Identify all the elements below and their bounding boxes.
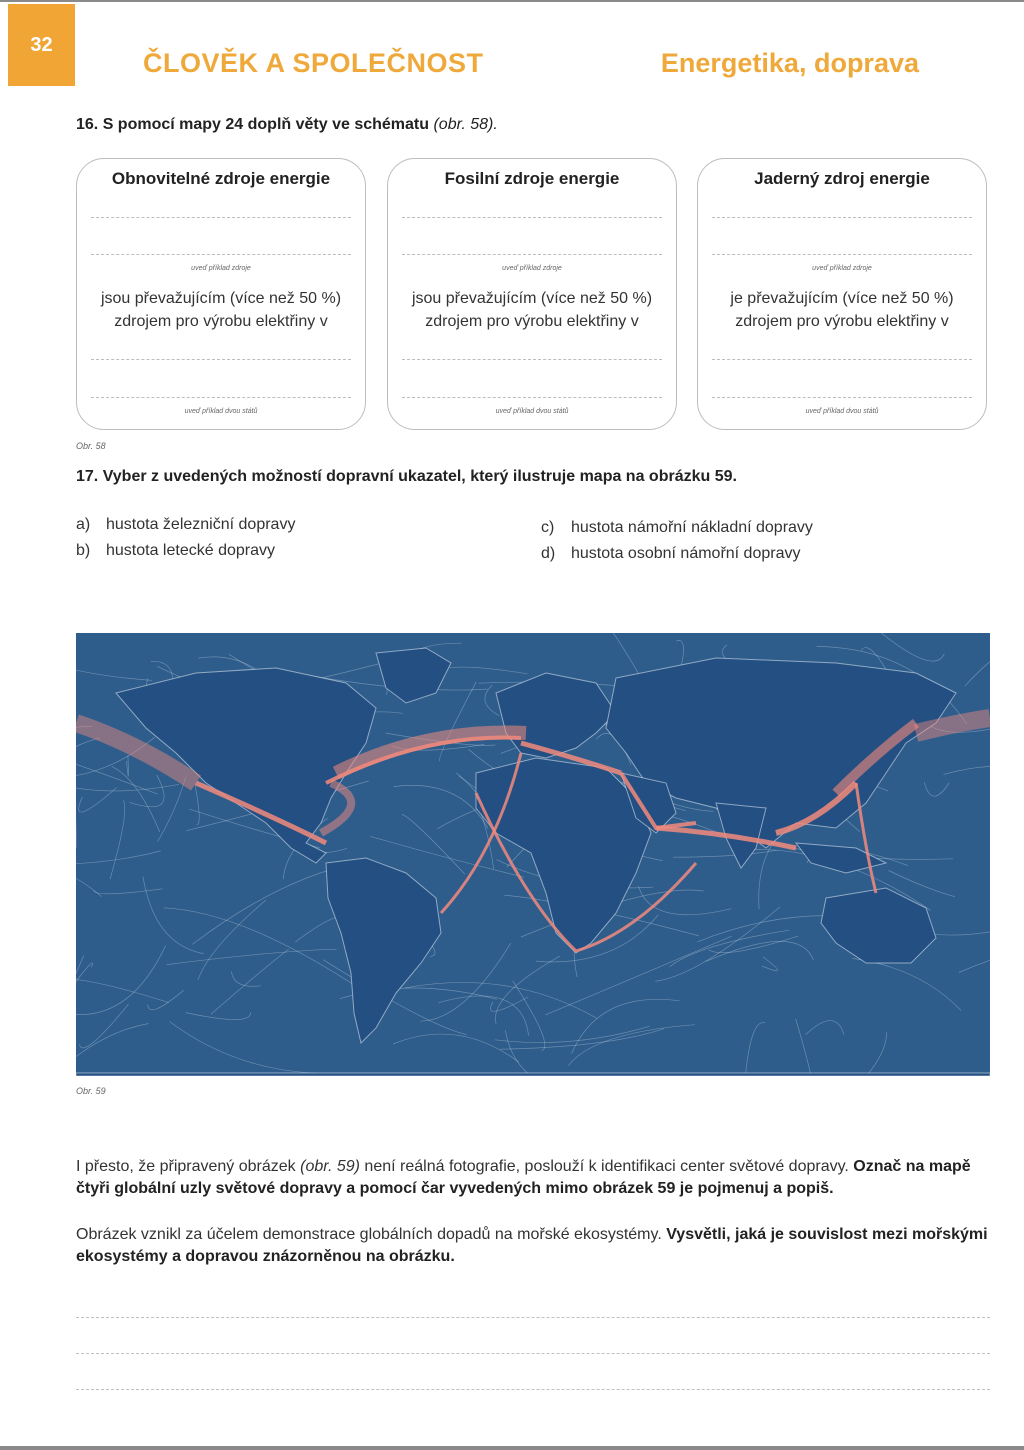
box-hint-top: uveď příklad zdroje <box>502 265 562 272</box>
answer-line[interactable] <box>76 1317 990 1318</box>
subchapter-title: Energetika, doprava <box>660 48 919 78</box>
para1-bold: Označ na mapě čtyři globální uzly světové dopravy a pomocí čar vyvedených mimo obrázek 59 je pojmenuj a popiš. <box>76 1158 971 1197</box>
scheme-box-nuclear <box>697 158 987 430</box>
answer-line[interactable] <box>712 359 972 360</box>
option-b[interactable] <box>76 542 275 560</box>
chapter-title: ČLOVĚK A SPOLEČNOST <box>143 48 484 78</box>
answer-line[interactable] <box>402 397 662 398</box>
box-text-line1: je převažujícím (více než 50 %) <box>730 290 954 307</box>
scheme-box-renewable <box>76 158 366 430</box>
scheme-box-fossil <box>387 158 677 430</box>
answer-line[interactable] <box>91 217 351 218</box>
box-text <box>704 287 980 333</box>
answer-line[interactable] <box>76 1353 990 1354</box>
option-text: hustota námořní nákladní dopravy <box>571 519 813 536</box>
para1-text-2: není reálná fotografie, poslouží k identifikaci center světové dopravy. <box>359 1158 854 1175</box>
option-d[interactable] <box>541 545 800 563</box>
para1-ref: (obr. 59) <box>300 1158 360 1175</box>
box-hint-top: uveď příklad zdroje <box>191 265 251 272</box>
option-c[interactable] <box>541 519 813 537</box>
page-frame-top <box>0 0 1024 2</box>
option-letter: a) <box>76 516 91 533</box>
box-text-line2: zdrojem pro výrobu elektřiny v <box>114 313 328 330</box>
para2-bold: Vysvětli, jaká je souvislost mezi mořskými ekosystémy a dopravou znázorněnou na obrázku. <box>76 1226 988 1265</box>
answer-line[interactable] <box>76 1389 990 1390</box>
page-number: 32 <box>8 4 75 86</box>
instruction-paragraph-2 <box>76 1224 990 1268</box>
box-text-line1: jsou převažujícím (více než 50 %) <box>100 290 342 307</box>
option-letter: c) <box>541 519 555 536</box>
world-map-svg <box>76 633 990 1076</box>
task-16-text: 16. S pomocí mapy 24 doplň věty ve schématu <box>76 116 430 133</box>
page-frame-bottom <box>0 1446 1024 1450</box>
box-hint-bottom: uveď příklad dvou států <box>805 408 879 415</box>
box-hint-bottom: uveď příklad dvou států <box>495 408 569 415</box>
answer-line[interactable] <box>91 397 351 398</box>
figure-59-caption: Obr. 59 <box>76 1086 106 1096</box>
answer-line[interactable] <box>712 397 972 398</box>
task-16-ref: (obr. 58). <box>433 116 498 133</box>
answer-line[interactable] <box>712 217 972 218</box>
box-text <box>394 287 670 333</box>
answer-line[interactable] <box>402 217 662 218</box>
box-title: Fosilní zdroje energie <box>444 169 620 188</box>
option-letter: b) <box>76 542 91 559</box>
task-16-title <box>76 116 498 134</box>
shipping-routes-map <box>76 633 990 1076</box>
option-text: hustota železniční dopravy <box>106 516 296 533</box>
answer-line[interactable] <box>91 254 351 255</box>
antarctica-edge <box>76 1073 990 1076</box>
option-text: hustota letecké dopravy <box>106 542 275 559</box>
box-text-line1: jsou převažujícím (více než 50 %) <box>411 290 653 307</box>
instruction-paragraph-1 <box>76 1156 990 1200</box>
box-title: Obnovitelné zdroje energie <box>111 169 331 188</box>
box-hint-bottom: uveď příklad dvou států <box>184 408 258 415</box>
para2-text: Obrázek vznikl za účelem demonstrace globálních dopadů na mořské ekosystémy. <box>76 1226 667 1243</box>
answer-line[interactable] <box>91 359 351 360</box>
answer-line[interactable] <box>712 254 972 255</box>
answer-line[interactable] <box>402 254 662 255</box>
box-hint-top: uveď příklad zdroje <box>812 265 872 272</box>
task-17-title: 17. Vyber z uvedených možností dopravní ukazatel, který ilustruje mapa na obrázku 59. <box>76 468 737 485</box>
answer-line[interactable] <box>402 359 662 360</box>
option-text: hustota osobní námořní dopravy <box>571 545 801 562</box>
box-text <box>83 287 359 333</box>
box-text-line2: zdrojem pro výrobu elektřiny v <box>425 313 639 330</box>
para1-text: I přesto, že připravený obrázek <box>76 1158 301 1175</box>
option-letter: d) <box>541 545 556 562</box>
box-text-line2: zdrojem pro výrobu elektřiny v <box>735 313 949 330</box>
option-a[interactable] <box>76 516 295 534</box>
figure-58-caption: Obr. 58 <box>76 441 106 451</box>
box-title: Jaderný zdroj energie <box>754 169 930 188</box>
